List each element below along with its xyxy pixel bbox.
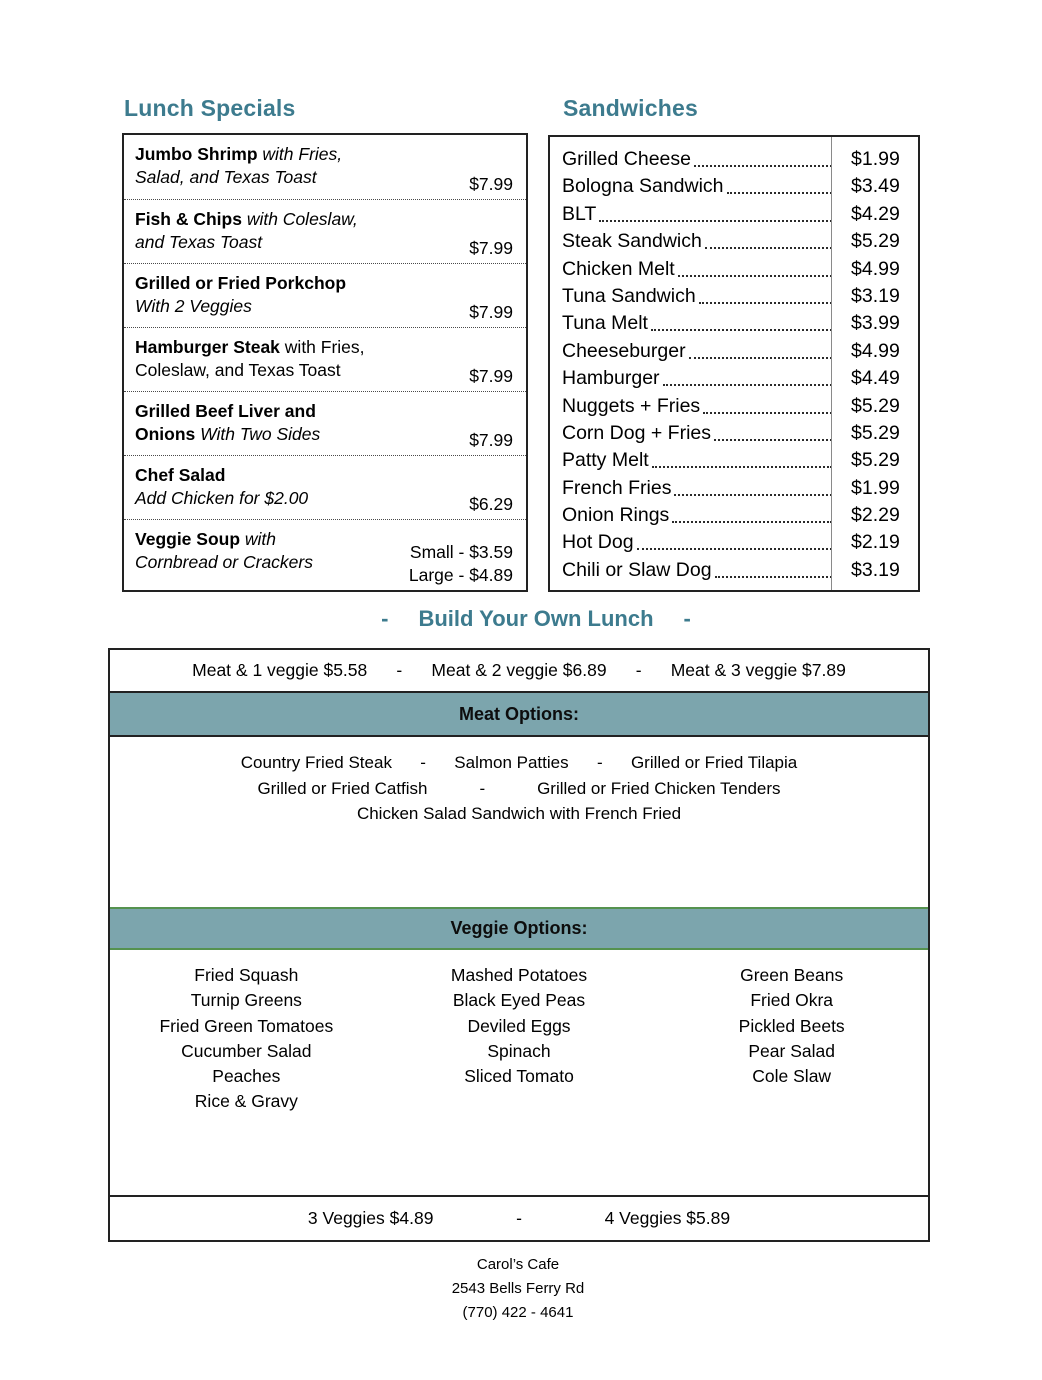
sandwich-row [550,420,918,447]
veggie-item: Pickled Beets [738,1015,845,1036]
veggie-item: Mashed Potatoes [450,965,588,985]
item-name: Steak Sandwich [562,230,702,253]
lunch-special-row [124,135,526,199]
price-column-divider [831,137,832,590]
item-name: Nuggets + Fries [562,394,701,417]
item-price-large: Large - $4.89 [408,565,513,585]
item-name: Chili or Slaw Dog [562,558,712,581]
veggie-item: Rice & Gravy [194,1091,298,1112]
sandwich-row [550,256,918,283]
sandwich-row [550,173,918,200]
item-name: Cheeseburger [562,339,686,362]
dot-leader [699,283,832,304]
heading-dash: - [381,606,389,631]
item-price: $2.29 [851,504,900,527]
item-name: Grilled Beef Liver and [135,401,316,421]
meat-options-line: Chicken Salad Sandwich with French Fried [356,804,682,823]
item-description: Add Chicken for $2.00 [135,488,309,508]
item-description: with Coleslaw, [246,209,358,229]
cafe-address: 2543 Bells Ferry Rd [451,1280,585,1297]
lunch-special-row [124,519,526,590]
item-price: $3.49 [851,175,900,198]
item-price-small: Small - $3.59 [409,542,513,562]
item-price: $5.29 [851,230,900,253]
sandwich-row [550,557,918,584]
meat-options-list [110,737,928,907]
sandwich-row [550,447,918,474]
item-name: Corn Dog + Fries [562,421,712,444]
sandwich-row [550,201,918,228]
veggie-item: Turnip Greens [190,990,302,1011]
dot-leader [703,393,832,414]
veggie-item: Green Beans [740,965,844,985]
lunch-specials-heading: Lunch Specials [124,95,296,121]
veggie-item: Spinach [487,1040,551,1061]
cafe-name: Carol’s Cafe [476,1256,560,1273]
sandwich-row [550,475,918,502]
sandwiches-table [548,135,920,592]
dot-leader [714,420,832,441]
veggie-column-2 [383,963,656,1195]
dot-leader [678,256,832,277]
item-description: Coleslaw, and Texas Toast [135,360,341,380]
dot-leader [727,173,832,194]
item-name: Hot Dog [562,531,634,554]
item-text [135,400,398,455]
veggie-item: Sliced Tomato [464,1066,574,1087]
item-name: Chicken Melt [562,257,675,280]
item-name: Patty Melt [562,449,649,472]
item-description: With 2 Veggies [135,296,252,316]
item-price: $3.19 [851,284,900,307]
item-text [135,464,398,519]
lunch-special-row [124,327,526,391]
item-name: Veggie Soup [135,529,241,549]
item-description: With Two Sides [200,424,321,444]
lunch-specials-table [122,133,528,592]
item-text [135,336,398,391]
veggie-item: Fried Okra [750,990,833,1011]
veggie-item: Fried Squash [194,965,299,985]
veggie-item: Cole Slaw [752,1066,832,1087]
item-price: $3.19 [851,558,900,581]
dot-leader [599,201,832,222]
item-name: Grilled or Fried Porkchop [135,273,347,293]
dot-leader [637,529,832,550]
item-price: $7.99 [469,302,513,322]
heading-dash: - [683,606,691,631]
item-price: $4.99 [851,339,900,362]
meat-veggie-price-row: Meat & 1 veggie $5.58 - Meat & 2 veggie $6.89 - Meat & 3 veggie $7.89 [192,660,846,680]
item-name: Bologna Sandwich [562,175,724,198]
item-text [135,208,398,263]
veggie-item: Cucumber Salad [181,1040,312,1061]
veggies-price-row: 3 Veggies $4.89 - 4 Veggies $5.89 [110,1195,928,1240]
item-price: $7.99 [469,366,513,386]
lunch-special-row [124,199,526,263]
item-name: Chef Salad [135,465,226,485]
dot-leader [674,475,832,496]
lunch-special-row [124,263,526,327]
veggie-item: Peaches [212,1066,281,1087]
sandwich-row [550,228,918,255]
item-description: with [244,529,277,549]
sandwich-row [550,393,918,420]
item-name: Onions [135,424,196,444]
item-text [135,528,398,590]
item-name: Tuna Sandwich [562,284,696,307]
item-price: $4.29 [851,202,900,225]
item-name: BLT [562,202,597,225]
sandwich-row [550,338,918,365]
sandwich-row [550,529,918,556]
item-price: $5.29 [851,421,900,444]
item-name: Fish & Chips [135,209,242,229]
lunch-special-row [124,455,526,519]
item-price: $2.19 [851,531,900,554]
item-price [398,541,526,590]
dot-leader [651,310,832,331]
build-your-own-lunch-table [108,648,930,1242]
item-description: with Fries, [262,144,343,164]
item-price: $7.99 [469,238,513,258]
meat-options-line: Grilled or Fried Catfish - Grilled or Fried Chicken Tenders [257,778,781,798]
veggie-item: Fried Green Tomatoes [159,1015,334,1036]
item-name: Tuna Melt [562,312,648,335]
item-price: $5.29 [851,394,900,417]
dot-leader [672,502,832,523]
dot-leader [663,365,832,386]
item-text [135,272,398,327]
sandwich-row [550,502,918,529]
sandwich-row [550,365,918,392]
item-name: Jumbo Shrimp [135,144,258,164]
veggie-item: Black Eyed Peas [452,990,586,1011]
dot-leader [694,146,832,167]
meat-options-line: Country Fried Steak - Salmon Patties - Grilled or Fried Tilapia [240,753,798,772]
lunch-special-row [124,391,526,455]
heading-title: Build Your Own Lunch [418,606,654,631]
item-price: $4.99 [851,257,900,280]
item-price: $4.49 [851,367,900,390]
sandwiches-heading: Sandwiches [563,95,698,121]
item-description: and Texas Toast [135,232,263,252]
sandwich-row [550,283,918,310]
dot-leader [705,228,832,249]
item-price: $7.99 [469,430,513,450]
sandwich-row [550,310,918,337]
veggie-options-list [110,950,928,1195]
item-price: $3.99 [851,312,900,335]
item-name: Onion Rings [562,504,670,527]
item-price: $1.99 [851,148,900,170]
cafe-info-footer [0,1257,1036,1329]
item-name: Grilled Cheese [562,148,691,170]
veggie-item: Deviled Eggs [467,1015,571,1036]
sandwich-row [550,146,918,173]
item-name: French Fries [562,476,672,499]
item-name: Hamburger [562,367,660,390]
dot-leader [652,447,832,468]
item-description: Salad, and Texas Toast [135,167,317,187]
build-your-own-lunch-heading [108,606,930,632]
dot-leader [715,557,832,578]
veggie-column-3 [655,963,928,1195]
item-price: $1.99 [851,476,900,499]
item-text [135,143,398,199]
veggie-item: Pear Salad [748,1040,835,1061]
meat-options-header: Meat Options: [110,691,928,737]
item-name: Hamburger Steak [135,337,280,357]
veggie-column-1 [110,963,383,1195]
dot-leader [689,338,832,359]
item-description: with Fries, [284,337,365,357]
veggie-options-header: Veggie Options: [110,907,928,950]
item-description: Cornbread or Crackers [135,552,313,572]
cafe-phone: (770) 422 - 4641 [462,1304,574,1321]
item-price: $6.29 [469,494,513,514]
item-price: $7.99 [469,174,513,194]
item-price: $5.29 [851,449,900,472]
